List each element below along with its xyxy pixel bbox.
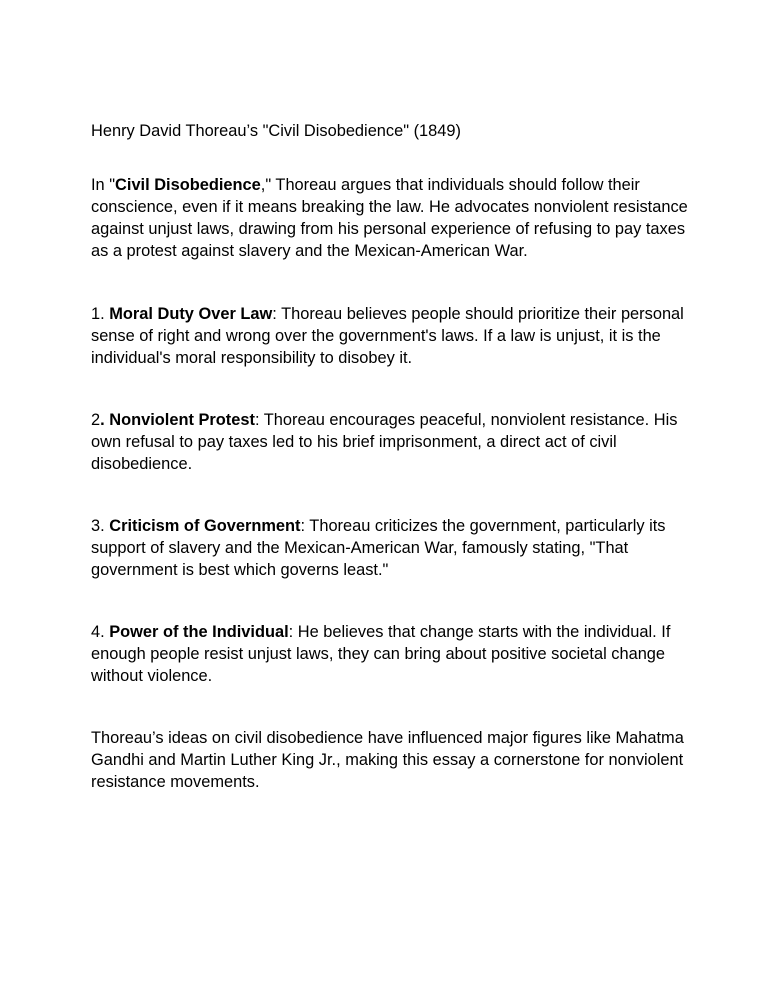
point-paragraph-4 xyxy=(91,621,691,687)
point-body: : He believes that change starts with the individual. If enough people resist unjust laws, they can bring about positive societal change without violence. xyxy=(91,623,671,685)
point-heading: Power of the Individual xyxy=(109,623,289,641)
point-number: 2 xyxy=(91,411,101,429)
conclusion-paragraph: Thoreau’s ideas on civil disobedience have influenced major figures like Mahatma Gandhi and Martin Luther King Jr., making this essay a cornerstone for nonviolent resistance movements. xyxy=(91,729,684,791)
document-title: Henry David Thoreau’s "Civil Disobedience" (1849) xyxy=(91,122,461,140)
point-paragraph-2 xyxy=(91,409,691,475)
point-number: 1. xyxy=(91,305,110,323)
point-body: : Thoreau believes people should prioritize their personal sense of right and wrong over the government's laws. If a law is unjust, it is the individual's moral responsibility to disobey it. xyxy=(91,305,684,367)
intro-paragraph xyxy=(91,174,691,262)
point-paragraph-1 xyxy=(91,303,691,369)
intro-prefix: In " xyxy=(91,176,116,194)
point-number: 4. xyxy=(91,623,110,641)
point-heading: Criticism of Government xyxy=(109,517,301,535)
document-page xyxy=(91,120,691,834)
point-body: : Thoreau encourages peaceful, nonviolent resistance. His own refusal to pay taxes led to his brief imprisonment, a direct act of civil disobedience. xyxy=(91,411,678,473)
point-body: : Thoreau criticizes the government, particularly its support of slavery and the Mexican-American War, famously stating, "That government is best which governs least." xyxy=(91,517,666,579)
point-heading: Moral Duty Over Law xyxy=(109,305,273,323)
point-number: 3. xyxy=(91,517,110,535)
point-number-bold: . xyxy=(100,411,110,429)
intro-essay-name: Civil Disobedience xyxy=(115,176,261,194)
intro-body: ," Thoreau argues that individuals should follow their conscience, even if it means breaking the law. He advocates nonviolent resistance against unjust laws, drawing from his personal experience of refusing to pay taxes as a protest against slavery and the Mexican-American War. xyxy=(91,176,688,260)
point-paragraph-3 xyxy=(91,515,691,581)
point-heading: Nonviolent Protest xyxy=(109,411,255,429)
